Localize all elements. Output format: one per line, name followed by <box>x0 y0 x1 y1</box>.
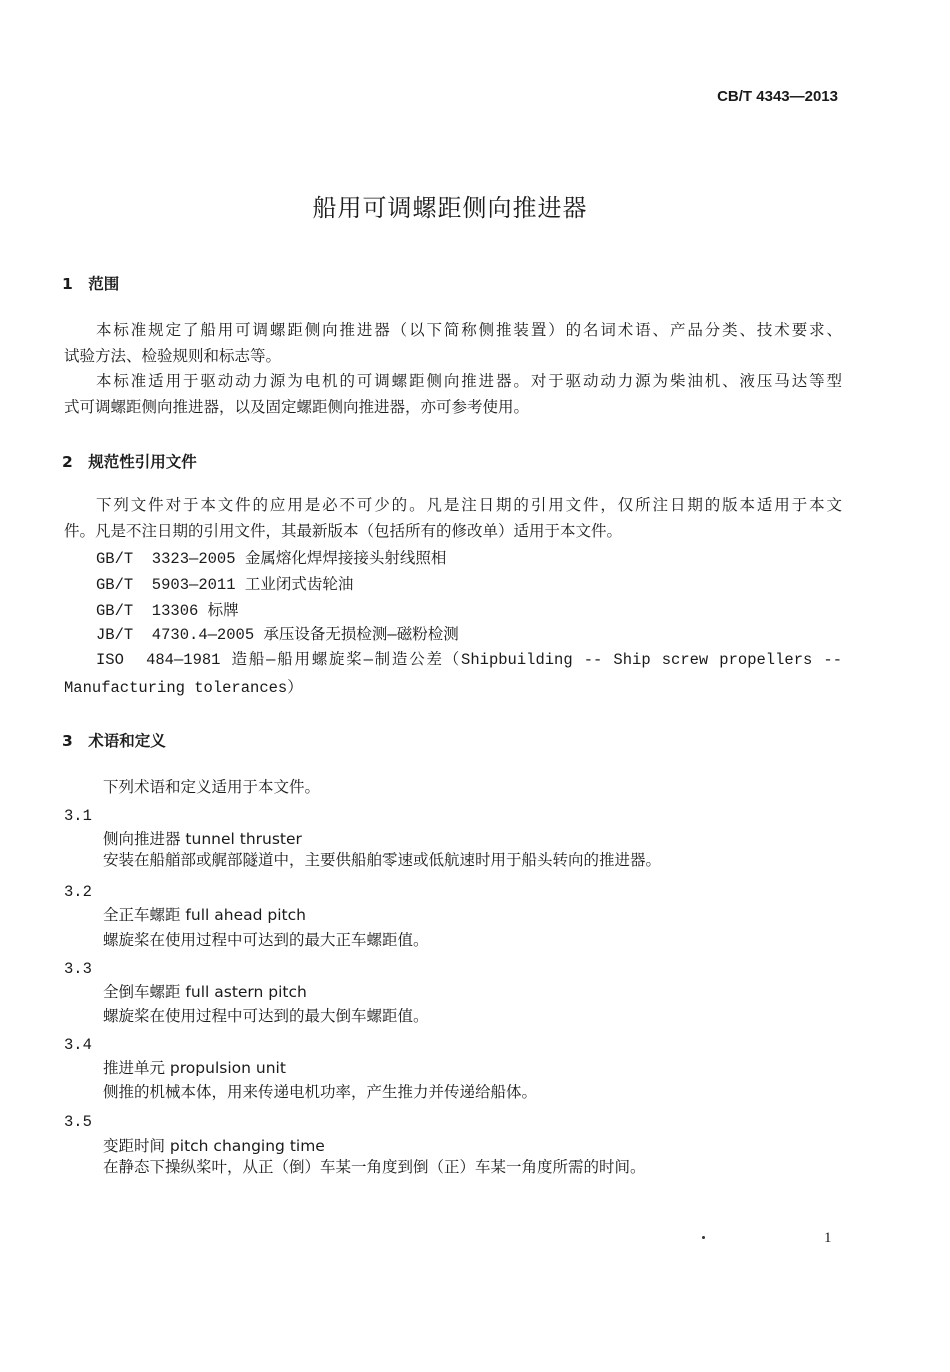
section-2-heading: 2 规范性引用文件 <box>62 453 197 471</box>
term-number: 3.3 <box>64 960 92 978</box>
term-name: 推进单元 propulsion unit <box>103 1059 286 1077</box>
page-number: 1 <box>824 1230 832 1246</box>
paragraph-line: 本标准适用于驱动动力源为电机的可调螺距侧向推进器。对于驱动动力源为柴油机、液压马达等型 <box>96 372 842 390</box>
paragraph-line: 式可调螺距侧向推进器，以及固定螺距侧向推进器，亦可参考使用。 <box>64 398 530 416</box>
reference-item: GB/T 3323—2005 金属熔化焊焊接接头射线照相 <box>96 550 447 568</box>
section-3-heading: 3 术语和定义 <box>62 732 166 750</box>
term-definition: 在静态下操纵桨叶，从正（倒）车某一角度到倒（正）车某一角度所需的时间。 <box>103 1158 646 1176</box>
term-name: 侧向推进器 tunnel thruster <box>103 830 302 848</box>
paragraph-line: 下列文件对于本文件的应用是必不可少的。凡是注日期的引用文件，仅所注日期的版本适用于本文 <box>96 496 842 514</box>
document-title: 船用可调螺距侧向推进器 <box>312 194 588 222</box>
reference-item: GB/T 5903—2011 工业闭式齿轮油 <box>96 576 354 594</box>
term-name: 全倒车螺距 full astern pitch <box>103 983 307 1001</box>
section-1-heading: 1 范围 <box>62 275 120 293</box>
term-number: 3.5 <box>64 1113 92 1131</box>
term-definition: 螺旋桨在使用过程中可达到的最大倒车螺距值。 <box>103 1007 429 1025</box>
reference-item: JB/T 4730.4—2005 承压设备无损检测—磁粉检测 <box>96 626 459 644</box>
standard-number: CB/T 4343—2013 <box>717 88 838 105</box>
term-definition: 螺旋桨在使用过程中可达到的最大正车螺距值。 <box>103 931 429 949</box>
term-name: 全正车螺距 full ahead pitch <box>103 906 306 924</box>
paragraph-line: 件。凡是不注日期的引用文件，其最新版本（包括所有的修改单）适用于本文件。 <box>64 522 623 540</box>
paragraph-line: 试验方法、检验规则和标志等。 <box>64 347 282 365</box>
term-definition: 安装在船艏部或艉部隧道中，主要供船舶零速或低航速时用于船头转向的推进器。 <box>103 851 662 869</box>
term-name: 变距时间 pitch changing time <box>103 1137 325 1155</box>
scan-speck <box>702 1236 705 1239</box>
reference-item-continuation: Manufacturing tolerances） <box>64 679 303 697</box>
term-number: 3.2 <box>64 883 92 901</box>
term-number: 3.4 <box>64 1036 92 1054</box>
reference-item: ISO 484—1981 造船—船用螺旋桨—制造公差（Shipbuilding -- Ship screw propellers -- <box>96 651 842 669</box>
term-definition: 侧推的机械本体，用来传递电机功率，产生推力并传递给船体。 <box>103 1083 538 1101</box>
reference-item: GB/T 13306 标牌 <box>96 602 239 620</box>
section-3-intro: 下列术语和定义适用于本文件。 <box>103 778 321 796</box>
term-number: 3.1 <box>64 807 92 825</box>
paragraph-line: 本标准规定了船用可调螺距侧向推进器（以下简称侧推装置）的名词术语、产品分类、技术要求、 <box>96 321 842 339</box>
